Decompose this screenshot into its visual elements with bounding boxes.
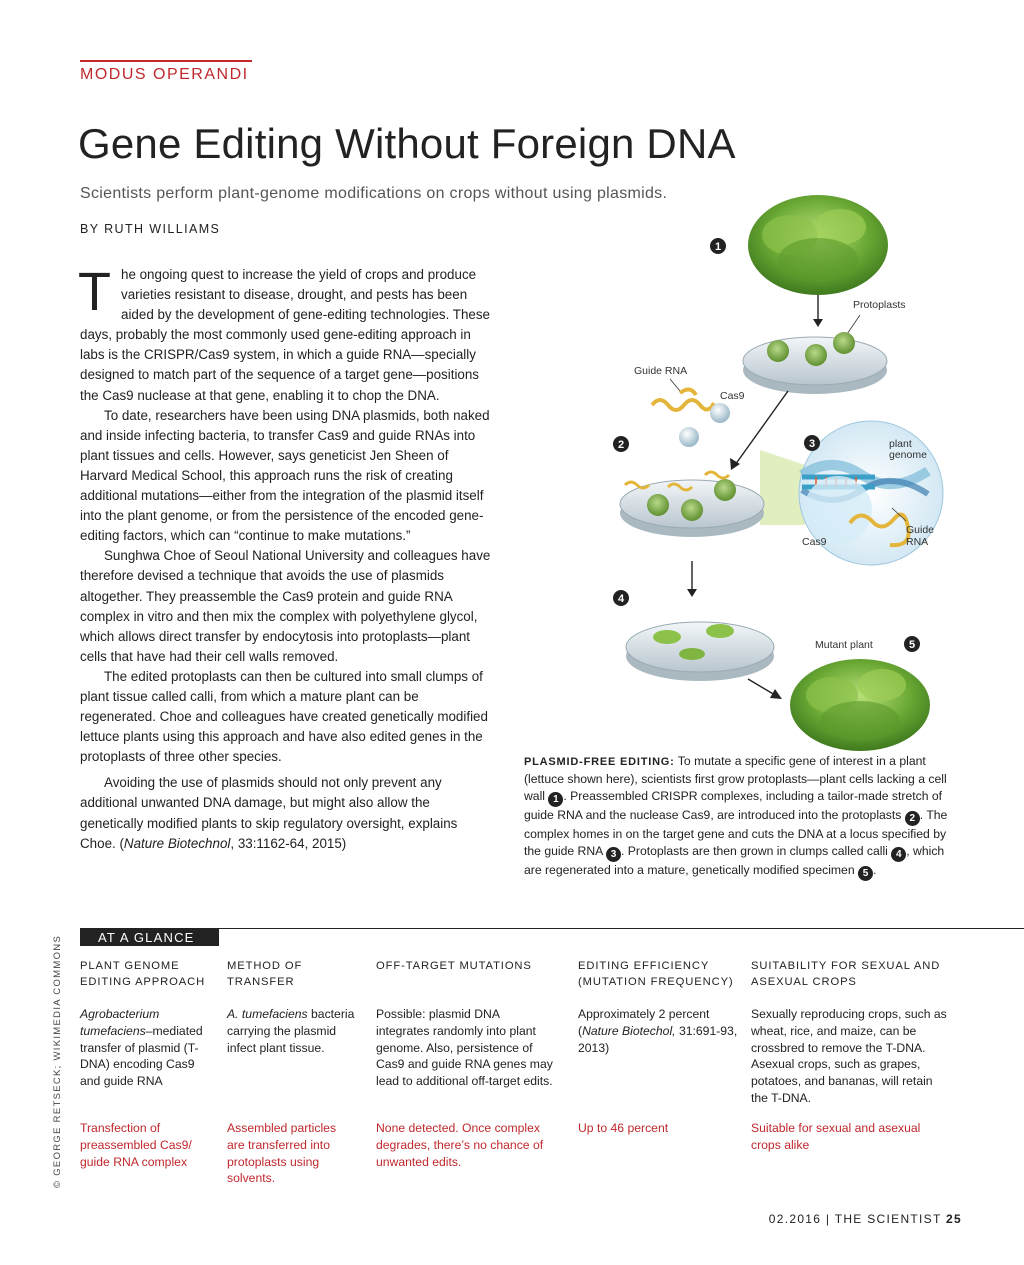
caption-step-3: 3 — [606, 847, 621, 862]
figure-caption — [524, 753, 954, 881]
step-number-5: 5 — [908, 639, 916, 651]
at-a-glance-rule — [80, 928, 1024, 929]
column-new-method: Transfection of preassembled Cas9/ guide RNA complex — [80, 1121, 192, 1169]
image-credit: © GEORGE RETSECK; WIKIMEDIA COMMONS — [52, 934, 63, 1188]
column-new-method: Up to 46 percent — [578, 1121, 669, 1135]
petri-dish-calli — [626, 622, 774, 681]
column-body — [227, 1006, 357, 1056]
arrow-4-head — [770, 689, 782, 699]
column-body-text: bacteria carrying the plasmid infect plant tissue. — [227, 1007, 355, 1055]
glance-column-suitability — [751, 958, 951, 1152]
label-plant-genome-2: genome — [889, 449, 927, 461]
guide-rna-leader — [670, 379, 680, 391]
drop-cap: T — [78, 262, 111, 322]
at-a-glance-tab: AT A GLANCE — [80, 928, 219, 946]
journal-citation: Nature Biotechnol — [123, 835, 231, 851]
caption-step-5: 5 — [858, 866, 873, 881]
step-number-1: 1 — [714, 241, 722, 253]
caption-text-5: , which are regenerated into a mature, genetically modified specimen — [524, 843, 945, 877]
paragraph-5-text: Avoiding the use of plasmids should not only prevent any additional unwanted DNA damage, but might also allow the genetically modified plants to skip regulatory oversight, explains Choe. ( — [80, 775, 458, 851]
column-body-text: –mediated transfer of plasmid (T-DNA) encoding Cas9 and guide RNA — [80, 1023, 203, 1089]
label-guide-rna: Guide RNA — [634, 365, 688, 377]
caption-text-6: . — [873, 862, 877, 877]
column-body-italic: Nature Biotechol, — [582, 1023, 676, 1038]
paragraph-5 — [80, 773, 492, 853]
label-cas9-zoom: Cas9 — [802, 536, 827, 548]
step-number-3: 3 — [808, 438, 816, 450]
mutant-lettuce-image — [790, 659, 930, 751]
column-body-text-2: 31:691-93, 2013) — [578, 1023, 738, 1055]
section-kicker: MODUS OPERANDI — [80, 66, 249, 83]
column-new-method: Assembled particles are transferred into protoplasts using solvents. — [227, 1121, 337, 1186]
column-new-method: Suitable for sexual and asexual crops alike — [751, 1121, 921, 1152]
article-title: Gene Editing Without Foreign DNA — [78, 120, 736, 167]
column-heading: EDITING EFFICIENCY (MUTATION FREQUENCY) — [578, 960, 734, 988]
page-number: 25 — [946, 1212, 962, 1226]
article-subtitle: Scientists perform plant-genome modifications on crops without using plasmids. — [80, 185, 668, 202]
caption-text-2: . Preassembled CRISPR complexes, including a tailor-made stretch of guide RNA and the nuclease Cas9, are introduced into the protoplasts — [524, 788, 943, 822]
label-mutant-plant: Mutant plant — [815, 639, 873, 651]
cas9-protein-2 — [679, 427, 699, 447]
glance-column-approach — [80, 958, 210, 1169]
caption-step-1: 1 — [548, 792, 563, 807]
column-body — [80, 1006, 210, 1090]
column-heading: OFF-TARGET MUTATIONS — [376, 960, 532, 972]
paragraph-3: Sunghwa Choe of Seoul National University and colleagues have therefore devised a technique that avoids the use of plasmids altogether. They preassemble the Cas9 protein and guide RNA complex in vitro and then mix the complex with polyethylene glycol, which allows direct transfer by endocytosis into protoplasts—plant cells that have had their cell walls removed. — [80, 548, 491, 664]
byline: BY RUTH WILLIAMS — [80, 222, 221, 236]
arrow-4 — [748, 679, 775, 695]
step-number-4: 4 — [617, 593, 625, 605]
plasmid-free-editing-illustration — [520, 165, 1000, 755]
caption-text-4: . Protoplasts are then grown in clumps called calli — [620, 843, 892, 858]
arrow-3-head — [687, 589, 697, 597]
column-heading: METHOD OF TRANSFER — [227, 960, 303, 988]
caption-heading: PLASMID-FREE EDITING: — [524, 756, 675, 768]
footer-issue: 02.2016 | THE SCIENTIST — [768, 1212, 942, 1226]
paragraph-1 — [78, 262, 492, 406]
guide-rna-strand-2 — [680, 389, 696, 395]
column-body — [578, 1006, 738, 1056]
glance-column-efficiency — [578, 958, 738, 1135]
glance-column-off-target — [376, 958, 556, 1169]
column-heading: SUITABILITY FOR SEXUAL AND ASEXUAL CROPS — [751, 960, 941, 988]
article-body — [78, 262, 492, 854]
column-new-method: None detected. Once complex degrades, there’s no chance of unwanted edits. — [376, 1121, 544, 1169]
petri-dish-transfection — [620, 450, 805, 537]
column-heading: PLANT GENOME EDITING APPROACH — [80, 960, 206, 988]
label-guide-rna-zoom-1: Guide — [906, 524, 935, 536]
label-cas9: Cas9 — [720, 390, 745, 402]
label-plant-genome-1: plant — [889, 438, 912, 450]
column-body-italic: A. tumefaciens — [227, 1007, 308, 1021]
column-body: Possible: plasmid DNA integrates randomly into plant genome. Also, persistence of Cas9 and guide RNA genes may lead to additional off-target edits. — [376, 1007, 553, 1089]
glance-column-transfer — [227, 958, 357, 1186]
paragraph-2: To date, researchers have been using DNA plasmids, both naked and inside infecting bacteria, to transfer Cas9 and guide RNAs into plant tissues and cells. However, says geneticist Jen Sheen of Harvard Medical School, this approach runs the risk of creating additional mutations—either from the integration of the plasmid itself into the plant genome, or from the persistence of the encoded gene-editing factors, which can “continue to make mutations.” — [80, 407, 490, 544]
arrow-1-head — [813, 319, 823, 327]
step-number-2: 2 — [617, 439, 625, 451]
lettuce-plant-image — [748, 195, 888, 295]
citation-end: , 33:1162-64, 2015) — [230, 835, 347, 851]
caption-step-2: 2 — [905, 811, 920, 826]
caption-text-1: To mutate a specific gene of interest in a plant (lettuce shown here), scientists first grow protoplasts—plant cells lacking a cell wall — [524, 754, 947, 803]
column-body: Sexually reproducing crops, such as wheat, rice, and maize, can be crossbred to remove the T-DNA. Asexual crops, such as grapes, potatoes, and bananas, will retain the T-DNA. — [751, 1007, 947, 1105]
kicker-rule — [80, 60, 252, 62]
caption-text-3: . The complex homes in on the target gene and cuts the DNA at a locus specified by the guide RNA — [524, 807, 948, 858]
guide-rna-strand — [652, 400, 714, 410]
label-protoplasts: Protoplasts — [853, 299, 906, 311]
page-footer — [769, 1212, 962, 1226]
paragraph-1-text: he ongoing quest to increase the yield of crops and produce varieties resistant to disease, drought, and pests has been aided by the development of gene-editing technologies. These days, probably the most commonly used gene-editing approach in labs is the CRISPR/Cas9 system, in which a guide RNA—specially designed to match part of the sequence of a target gene—positions the Cas9 nuclease at that gene, enabling it to chop the DNA. — [80, 267, 491, 403]
column-body-italic: Agrobacterium tumefaciens — [80, 1007, 160, 1038]
caption-step-4: 4 — [891, 847, 906, 862]
cas9-protein-1 — [710, 403, 730, 423]
petri-dish-protoplasts — [743, 332, 887, 394]
label-guide-rna-zoom-2: RNA — [906, 536, 929, 548]
paragraph-4: The edited protoplasts can then be cultured into small clumps of plant tissue called calli, from which a mature plant can be regenerated. Choe and colleagues have created genetically modified lettuce plants using this approach and have also edited genes in the protoplasts of three other species. — [80, 668, 488, 765]
column-body-text: Approximately 2 percent ( — [578, 1007, 710, 1038]
